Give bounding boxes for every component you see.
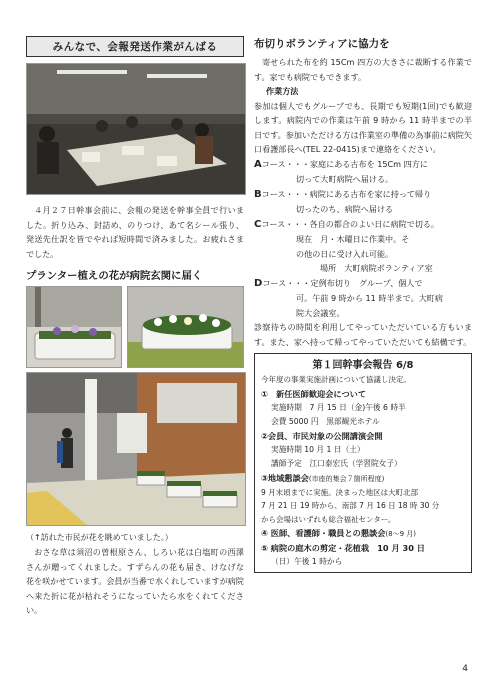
report-item-1-fee: 会費 5000 円 黒部観光ホテル	[271, 416, 380, 426]
course-d-text: コース・・・定例布切り グループ、個人で	[262, 277, 423, 288]
report-item-1: ① 新任医師歓迎会について	[261, 388, 367, 399]
right-column	[254, 36, 472, 573]
method-heading: 作業方法	[266, 86, 299, 96]
report-title: 第１回幹事会報告 6/8	[312, 360, 414, 371]
planter-photo-row	[26, 286, 244, 368]
planter-illustration-left	[27, 287, 122, 367]
course-c	[254, 217, 472, 233]
course-c-continuation-2: の他の日に受け入れ可能。	[296, 248, 394, 259]
volunteer-intro: 寄せられた布を約 15Cm 四方の大きさに裁断する作業です。家でも病院でもできます。	[254, 57, 472, 82]
page-number: 4	[462, 664, 468, 674]
report-item-4	[261, 526, 465, 541]
course-d-continuation-2: 院大会議室。	[296, 307, 345, 318]
report-item-2-speaker: 講師予定 江口泰宏氏（学習院女子）	[271, 458, 402, 468]
course-a-label: A	[254, 158, 262, 170]
course-c-continuation-1: 現在 月・木曜日に作業中。そ	[296, 234, 410, 244]
entrance-illustration	[27, 373, 245, 525]
volunteer-closing: 診察待ちの時間を利用してやっていただいている方もいます。また、家へ持って帰ってやっていただいても結構です。	[254, 322, 472, 347]
report-item-1-date: 実施時期 7 月 15 日（金)午後 6 時半	[271, 402, 406, 412]
left-column	[26, 36, 244, 618]
planter-photo-right	[127, 286, 244, 368]
course-c-label: C	[254, 218, 262, 230]
course-c-text: コース・・・各自の都合のよい日に病院で切る。	[261, 218, 440, 229]
course-d-label: D	[254, 277, 263, 289]
mailing-section-title: みんなで、会報発送作業がんばる	[26, 36, 244, 57]
report-item-5: ⑤ 病院の庭木の剪定・花植栽 10 月 30 日	[261, 543, 425, 553]
planter-paragraph: おさな草は須沼の曽根原さん、しろい花は白塩町の西澤さんが贈ってくれました。すずらんの花も届き、けなげな花を咲かせています。会員が当番で水くれしていますが病院へ来た折に花が枯れそうになっていたら水をくれてください。	[26, 547, 244, 615]
meeting-room-illustration	[27, 64, 245, 194]
report-item-3-line-1: 9 月末頃までに実施。決まった地区は大町北部	[261, 487, 419, 497]
course-c-place: 場所 大町病院ボランティア室	[320, 263, 433, 273]
report-item-3-line-3: から会場はいずれも総合福祉センター。	[261, 514, 396, 524]
report-item-4-note: (8〜9 月)	[385, 530, 417, 538]
planter-photo-left	[26, 286, 122, 368]
course-a-text: コース・・・家庭にある古布を 15Cm 四方に	[261, 158, 428, 169]
report-item-5-time: （日）午後 1 時から	[271, 557, 343, 566]
report-item-3-note: (市座的集会７箇所程度)	[308, 474, 385, 483]
board-meeting-report	[254, 353, 472, 573]
course-a	[254, 157, 472, 173]
method-body: 参加は個人でもグループでも、長期でも短期(1回)でも歓迎します。病院内での作業は午前 9 時から 11 時半までの半日です。参加いただける方は作業室の準備の為事前に病院矢口看護部長へ(TEL 22-0415)まで連絡をください。	[254, 100, 472, 154]
mailing-work-photo	[26, 63, 246, 195]
planter-illustration-right	[128, 287, 244, 367]
course-b-continuation: 切ったのち、病院へ届ける	[296, 204, 394, 214]
report-item-3	[261, 471, 465, 486]
report-item-2: ②会員、市民対象の公開講演会開	[261, 430, 383, 441]
planter-section-title: プランター植えの花が病院玄関に届く	[26, 270, 203, 282]
course-b	[254, 187, 472, 203]
course-b-label: B	[254, 188, 262, 200]
report-item-2-date: 実施時期 10 月 1 日（土）	[271, 444, 365, 454]
photo-caption: （↑訪れた市民が花を眺めていました。）	[26, 533, 173, 542]
volunteer-section-title: 布切りボランティアに協力を	[254, 38, 390, 50]
course-d	[254, 276, 472, 292]
mailing-paragraph: ４月２７日幹事会前に、会報の発送を幹事全員で行いました。折り込み、封詰め、のりつけ、あて名シール張り、発送先仕訳を皆でやれば短時間で済みました。お疲れさまでした。	[26, 205, 244, 259]
course-b-text: コース・・・病院にある古布を家に持って帰り	[261, 188, 432, 199]
course-a-continuation: 切って大町病院へ届ける。	[296, 174, 394, 184]
course-d-continuation-1: 可。午前 9 時から 11 時半まで。大町病	[296, 293, 443, 303]
report-item-4-title: ④ 医師、看護師・職員との懇談会	[261, 528, 386, 538]
report-item-3-line-2: 7 月 21 日 19 時から、南部 7 月 16 日 18 時 30 分	[261, 501, 440, 510]
report-item-3-title: ③地域懇談会	[261, 472, 309, 483]
hospital-entrance-photo	[26, 372, 246, 526]
report-intro: 今年度の事業実施計画について協議し決定。	[261, 375, 411, 384]
